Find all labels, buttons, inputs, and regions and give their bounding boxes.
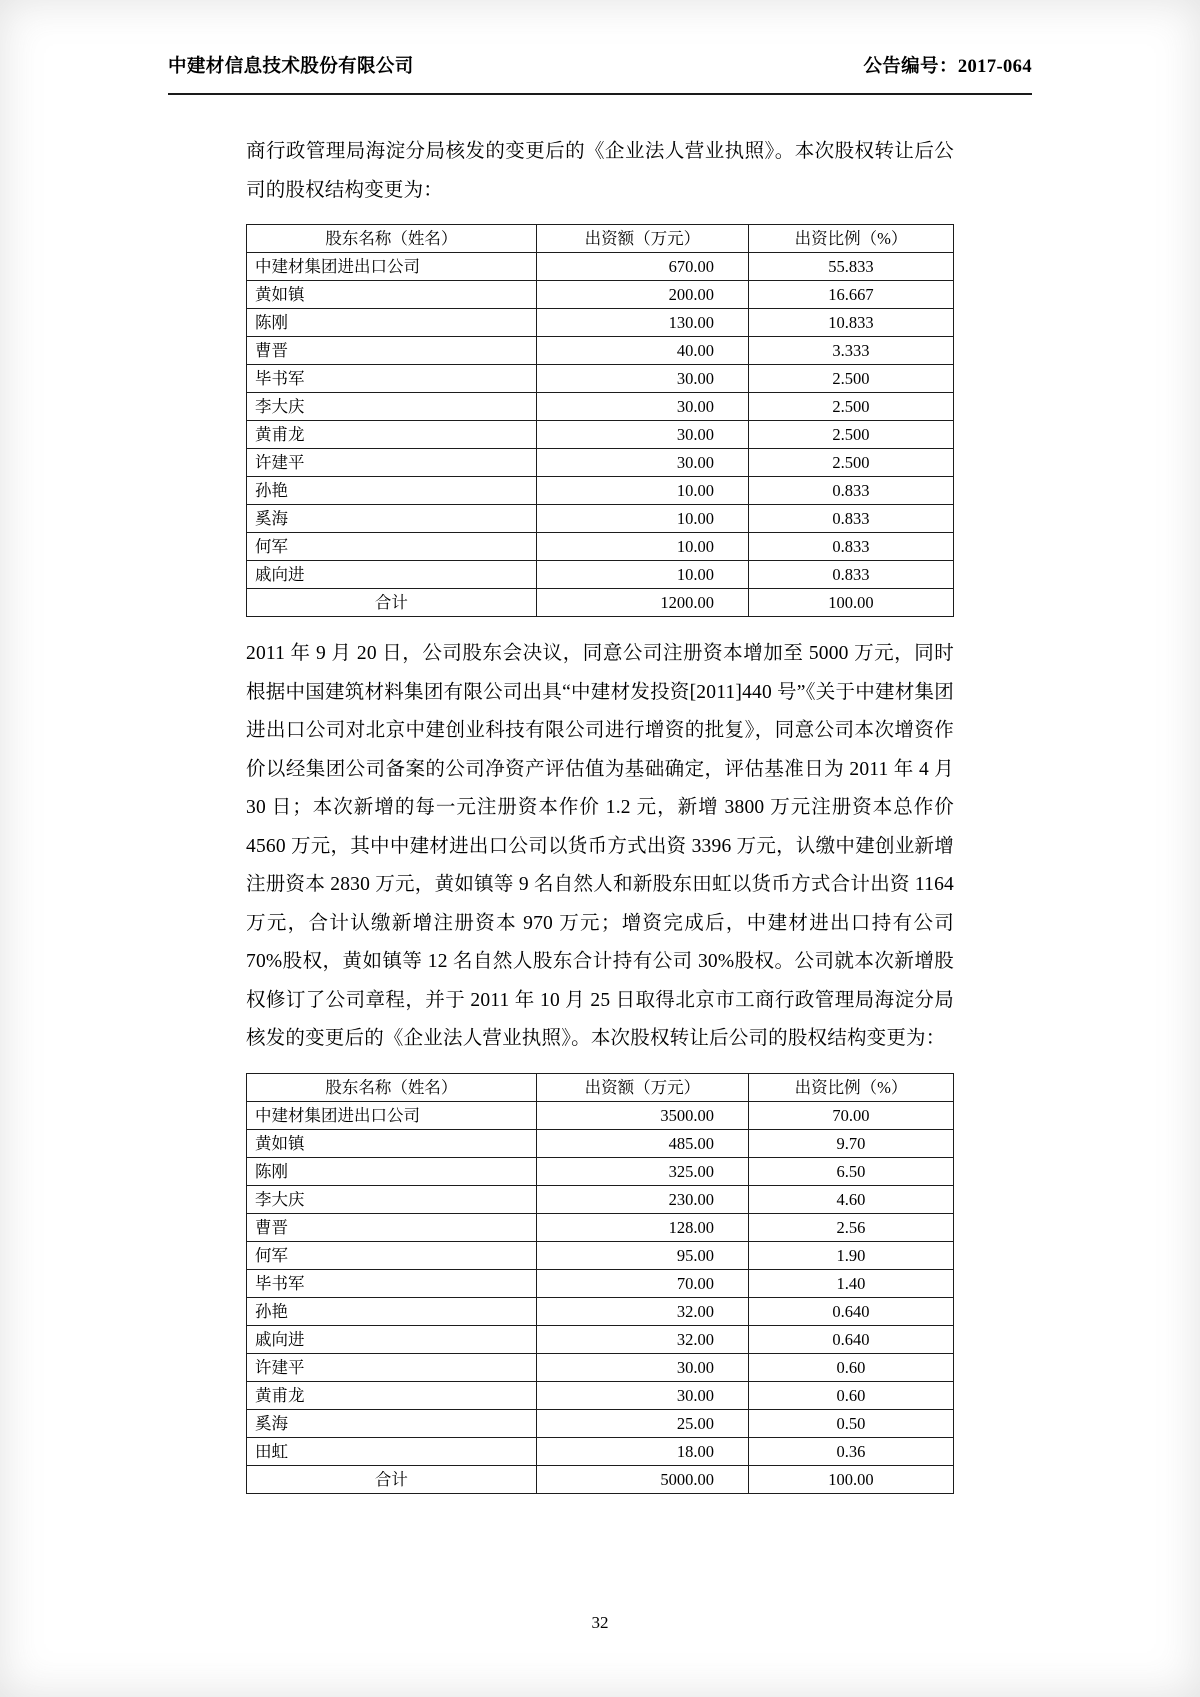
cell-amount: 30.00 (536, 449, 748, 477)
cell-ratio: 55.833 (748, 253, 953, 281)
table-row (247, 337, 954, 365)
cell-ratio: 0.60 (748, 1381, 953, 1409)
cell-name: 孙艳 (247, 1297, 537, 1325)
cell-amount: 128.00 (536, 1213, 748, 1241)
cell-ratio: 2.500 (748, 393, 953, 421)
cell-ratio: 0.50 (748, 1409, 953, 1437)
table-row (247, 561, 954, 589)
cell-amount: 10.00 (536, 505, 748, 533)
cell-amount: 30.00 (536, 365, 748, 393)
table-row (247, 533, 954, 561)
cell-amount: 30.00 (536, 393, 748, 421)
header-notice-value: 2017-064 (957, 57, 1032, 77)
cell-amount: 30.00 (536, 1381, 748, 1409)
cell-name: 许建平 (247, 449, 537, 477)
cell-ratio: 0.640 (748, 1297, 953, 1325)
cell-amount: 32.00 (536, 1297, 748, 1325)
table-body-2 (247, 1101, 954, 1493)
cell-amount: 10.00 (536, 533, 748, 561)
header-notice-label: 公告编号： (863, 57, 958, 77)
cell-name: 李大庆 (247, 393, 537, 421)
table-row (247, 1325, 954, 1353)
table-row (247, 449, 954, 477)
page-header (168, 52, 1032, 78)
table-header-row (247, 225, 954, 253)
column-header-ratio: 出资比例（%） (748, 1073, 953, 1101)
table-row (247, 253, 954, 281)
table-row (247, 1437, 954, 1465)
cell-name: 中建材集团进出口公司 (247, 253, 537, 281)
cell-amount: 25.00 (536, 1409, 748, 1437)
cell-ratio: 0.833 (748, 561, 953, 589)
table-row (247, 1297, 954, 1325)
cell-name: 黄甫龙 (247, 1381, 537, 1409)
cell-amount: 70.00 (536, 1269, 748, 1297)
cell-amount: 30.00 (536, 421, 748, 449)
page-number: 32 (591, 1613, 609, 1632)
cell-ratio: 16.667 (748, 281, 953, 309)
column-header-amount: 出资额（万元） (536, 1073, 748, 1101)
cell-ratio: 2.500 (748, 449, 953, 477)
cell-amount: 200.00 (536, 281, 748, 309)
table-row (247, 1157, 954, 1185)
header-notice-number (863, 52, 1032, 78)
cell-name: 许建平 (247, 1353, 537, 1381)
table-body-1 (247, 253, 954, 617)
cell-name: 奚海 (247, 1409, 537, 1437)
column-header-name: 股东名称（姓名） (247, 1073, 537, 1101)
cell-ratio: 70.00 (748, 1101, 953, 1129)
cell-amount: 3500.00 (536, 1101, 748, 1129)
document-content (246, 133, 954, 1494)
cell-name: 黄如镇 (247, 281, 537, 309)
cell-ratio: 0.60 (748, 1353, 953, 1381)
cell-amount: 230.00 (536, 1185, 748, 1213)
table-row (247, 1129, 954, 1157)
cell-name: 曹晋 (247, 1213, 537, 1241)
cell-name: 孙艳 (247, 477, 537, 505)
cell-amount: 30.00 (536, 1353, 748, 1381)
cell-ratio: 9.70 (748, 1129, 953, 1157)
cell-name: 何军 (247, 1241, 537, 1269)
table-row (247, 1409, 954, 1437)
cell-amount: 40.00 (536, 337, 748, 365)
cell-ratio: 2.500 (748, 365, 953, 393)
paragraph-2: 2011 年 9 月 20 日，公司股东会决议，同意公司注册资本增加至 5000 万元，同时根据中国建筑材料集团有限公司出具“中建材发投资[2011]440 号”《关于中建材集团进出口公司对北京中建创业科技有限公司进行增资的批复》，同意公司本次增资作价以经集团公司备案的公司净资产评估值为基础确定，评估基准日为 2011 年 4 月 30 日；本次新增的每一元注册资本作价 1.2 元，新增 3800 万元注册资本总作价 4560 万元，其中中建材进出口公司以货币方式出资 3396 万元，认缴中建创业新增注册资本 2830 万元，黄如镇等 9 名自然人和新股东田虹以货币方式合计出资 1164 万元，合计认缴新增注册资本 970 万元；增资完成后，中建材进出口持有公司 70%股权，黄如镇等 12 名自然人股东合计持有公司 30%股权。公司就本次新增股权修订了公司章程，并于 2011 年 10 月 25 日取得北京市工商行政管理局海淀分局核发的变更后的《企业法人营业执照》。本次股权转让后公司的股权结构变更为： (246, 643, 954, 1049)
cell-name: 奚海 (247, 505, 537, 533)
cell-ratio: 1.40 (748, 1269, 953, 1297)
cell-name: 中建材集团进出口公司 (247, 1101, 537, 1129)
cell-name: 陈刚 (247, 1157, 537, 1185)
cell-name: 戚向进 (247, 1325, 537, 1353)
cell-ratio: 2.500 (748, 421, 953, 449)
cell-ratio: 10.833 (748, 309, 953, 337)
cell-name: 黄如镇 (247, 1129, 537, 1157)
cell-amount: 95.00 (536, 1241, 748, 1269)
cell-amount: 325.00 (536, 1157, 748, 1185)
cell-ratio: 0.36 (748, 1437, 953, 1465)
cell-name: 毕书军 (247, 365, 537, 393)
cell-total-ratio: 100.00 (748, 1465, 953, 1493)
cell-name: 曹晋 (247, 337, 537, 365)
cell-amount: 10.00 (536, 477, 748, 505)
cell-ratio: 0.640 (748, 1325, 953, 1353)
table-row (247, 1269, 954, 1297)
shareholder-table-2 (246, 1073, 954, 1494)
cell-name: 陈刚 (247, 309, 537, 337)
table-total-row (247, 1465, 954, 1493)
cell-total-amount: 1200.00 (536, 589, 748, 617)
header-company-name: 中建材信息技术股份有限公司 (168, 57, 414, 77)
table-row (247, 281, 954, 309)
cell-ratio: 6.50 (748, 1157, 953, 1185)
cell-amount: 10.00 (536, 561, 748, 589)
table-header-row (247, 1073, 954, 1101)
cell-name: 何军 (247, 533, 537, 561)
cell-name: 李大庆 (247, 1185, 537, 1213)
column-header-amount: 出资额（万元） (536, 225, 748, 253)
table-row (247, 1185, 954, 1213)
table-row (247, 1101, 954, 1129)
cell-name: 田虹 (247, 1437, 537, 1465)
table-row (247, 421, 954, 449)
cell-ratio: 0.833 (748, 477, 953, 505)
cell-total-label: 合计 (247, 589, 537, 617)
cell-amount: 130.00 (536, 309, 748, 337)
table-row (247, 1381, 954, 1409)
cell-total-label: 合计 (247, 1465, 537, 1493)
cell-name: 黄甫龙 (247, 421, 537, 449)
column-header-name: 股东名称（姓名） (247, 225, 537, 253)
table-row (247, 1213, 954, 1241)
cell-ratio: 4.60 (748, 1185, 953, 1213)
table-row (247, 393, 954, 421)
cell-ratio: 0.833 (748, 533, 953, 561)
cell-amount: 485.00 (536, 1129, 748, 1157)
header-divider (168, 93, 1032, 95)
cell-ratio: 0.833 (748, 505, 953, 533)
table-row (247, 309, 954, 337)
column-header-ratio: 出资比例（%） (748, 225, 953, 253)
table-row (247, 365, 954, 393)
cell-total-ratio: 100.00 (748, 589, 953, 617)
cell-ratio: 1.90 (748, 1241, 953, 1269)
table-row (247, 477, 954, 505)
shareholder-table-1 (246, 224, 954, 617)
cell-amount: 670.00 (536, 253, 748, 281)
table-total-row (247, 589, 954, 617)
table-row (247, 505, 954, 533)
cell-amount: 18.00 (536, 1437, 748, 1465)
cell-total-amount: 5000.00 (536, 1465, 748, 1493)
cell-name: 戚向进 (247, 561, 537, 589)
table-row (247, 1353, 954, 1381)
cell-ratio: 3.333 (748, 337, 953, 365)
paragraph-1: 商行政管理局海淀分局核发的变更后的《企业法人营业执照》。本次股权转让后公司的股权结构变更为： (246, 141, 954, 201)
spacer (246, 617, 954, 635)
cell-amount: 32.00 (536, 1325, 748, 1353)
cell-ratio: 2.56 (748, 1213, 953, 1241)
cell-name: 毕书军 (247, 1269, 537, 1297)
table-row (247, 1241, 954, 1269)
